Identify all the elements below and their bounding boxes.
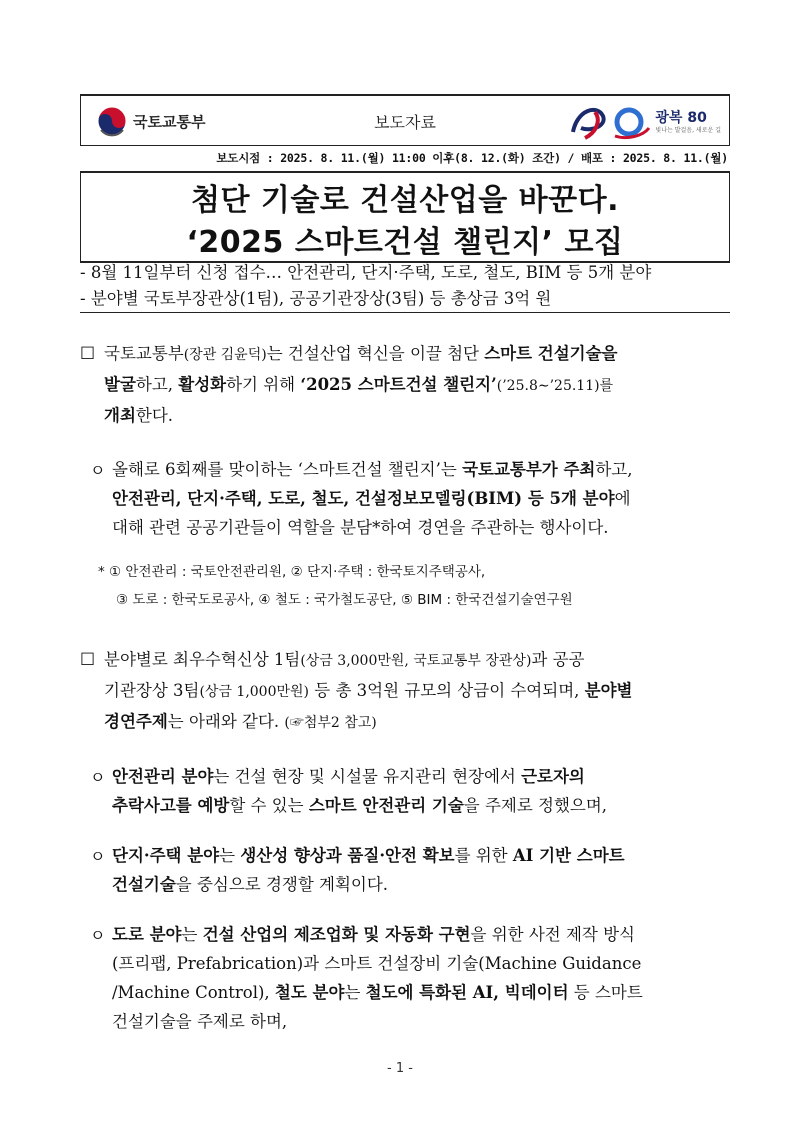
badge-text xyxy=(655,111,721,134)
text: 할 수 있는 xyxy=(229,796,309,815)
headline: 첨단 기술로 건설산업을 바꾼다. xyxy=(191,183,619,218)
emphasis: 추락사고를 예방 xyxy=(112,796,230,815)
footnote-line: ③ 도로 : 한국도로공사, ④ 철도 : 국가철도공단, ⑤ BIM : 한국건설기술연구원 xyxy=(116,592,573,608)
liberation-80-emblem-icon xyxy=(567,102,653,142)
text: (프리팹, Prefabrication)과 스마트 건설장비 기술(Machine Guidance xyxy=(112,954,642,973)
emphasis: 안전관리 분야 xyxy=(112,767,214,786)
text: 을 중심으로 경쟁할 계획이다. xyxy=(175,875,389,894)
badge-subtitle: 빛나는 발걸음, 새로운 길 xyxy=(655,126,721,134)
emphasis: 건설 산업의 제조업화 및 자동화 구현 xyxy=(202,925,471,944)
title-box xyxy=(80,171,730,263)
footnote-line: * ① 안전관리 : 국토안전관리원, ② 단지·주택 : 한국토지주택공사, xyxy=(98,564,486,580)
text: 과 공공 xyxy=(531,650,585,669)
header-box xyxy=(80,94,730,146)
badge-title: 광복 80 xyxy=(655,109,707,126)
emphasis: 국토교통부가 주최 xyxy=(462,460,596,479)
ministry-name: 국토교통부 xyxy=(133,112,206,131)
emphasis: 스마트 안전관리 기술 xyxy=(308,796,464,815)
text: 등 총 3억원 규모의 상금이 수여되며, xyxy=(309,681,585,700)
emphasis: AI 기반 스마트 xyxy=(512,846,625,865)
text: 기관장상 3팀 xyxy=(104,681,200,700)
page-number: - 1 - xyxy=(387,1061,413,1076)
emphasis: 도로 분야 xyxy=(112,925,182,944)
text: 는 xyxy=(344,983,366,1002)
text: 는 건설 현장 및 시설물 유지관리 현장에서 xyxy=(213,767,522,786)
text: 하고, xyxy=(135,375,179,394)
paragraph-intro xyxy=(104,339,728,430)
footnote xyxy=(98,558,728,614)
emphasis: 철도 분야 xyxy=(274,983,345,1002)
text: 는 건설산업 혁신을 이끌 첨단 xyxy=(266,344,485,363)
box-bullet: □ xyxy=(80,648,96,667)
text: 을 위한 사전 제작 방식 xyxy=(470,925,635,944)
text: 분야별로 최우수혁신상 1팀 xyxy=(104,650,301,669)
text: 하기 위해 xyxy=(226,375,301,394)
emphasis: 스마트 건설기술을 xyxy=(484,344,618,363)
text: 하고, xyxy=(595,460,633,479)
text: 대해 관련 공공기관들이 역할을 분담*하여 경연을 주관하는 행사이다. xyxy=(112,518,609,537)
text: /Machine Control), xyxy=(112,983,275,1002)
text: 을 주제로 정했으며, xyxy=(463,796,608,815)
reference: (☞첨부2 참고) xyxy=(284,715,377,731)
emphasis: 단지·주택 분야 xyxy=(112,846,220,865)
emphasis: 발굴 xyxy=(104,375,136,394)
text: 는 아래와 같다. xyxy=(167,712,285,731)
box-bullet: □ xyxy=(80,342,96,361)
text: 는 xyxy=(181,925,203,944)
subtitle-line: - 분야별 국토부장관상(1팀), 공공기관장상(3팀) 등 총상금 3억 원 xyxy=(80,286,730,313)
emphasis: 활성화 xyxy=(178,375,227,394)
text: (상금 3,000만원, 국토교통부 장관상) xyxy=(300,653,532,669)
emphasis: 개최 xyxy=(104,406,136,425)
emphasis: 분야별 xyxy=(584,681,633,700)
release-info xyxy=(216,150,728,166)
subtitle-block xyxy=(80,260,730,313)
circle-bullet: ㅇ xyxy=(90,847,106,866)
embargo-value: 2025. 8. 11.(월) 11:00 이후(8. 12.(화) 조간) xyxy=(280,151,561,165)
circle-bullet: ㅇ xyxy=(90,926,106,945)
emphasis: 근로자의 xyxy=(521,767,585,786)
emphasis: ‘2025 스마트건설 챌린지’ xyxy=(300,375,497,394)
document-type: 보도자료 xyxy=(374,113,436,132)
paragraph-safety xyxy=(112,762,728,820)
text: 를 위한 xyxy=(454,846,513,865)
circle-bullet: ㅇ xyxy=(90,768,106,787)
paragraph-housing xyxy=(112,841,728,899)
text: 국토교통부 xyxy=(104,344,184,363)
subtitle-line: - 8월 11일부터 신청 접수… 안전관리, 단지·주택, 도로, 철도, BIM 등 5개 분야 xyxy=(80,263,652,282)
liberation-80-logo xyxy=(567,100,721,144)
text: (장관 김윤덕) xyxy=(183,347,267,363)
distribution-date: / 배포 : 2025. 8. 11.(월) xyxy=(560,151,728,165)
emphasis: 생산성 향상과 품질·안전 확보 xyxy=(240,846,455,865)
paragraph-road-rail xyxy=(112,920,728,1036)
text: 건설기술을 주제로 하며, xyxy=(112,1012,288,1031)
paragraph-overview xyxy=(112,455,728,542)
circle-bullet: ㅇ xyxy=(90,461,106,480)
text: 등 스마트 xyxy=(568,983,643,1002)
text: (’25.8∼’25.11)를 xyxy=(496,378,614,394)
emphasis: 안전관리, 단지·주택, 도로, 철도, 건설정보모델링(BIM) 등 5개 분야 xyxy=(112,489,615,508)
emphasis: 경연주제 xyxy=(104,712,168,731)
text: 한다. xyxy=(135,406,174,425)
paragraph-prizes xyxy=(104,645,728,738)
headline-second: ‘2025 스마트건설 챌린지’ 모집 xyxy=(186,225,624,260)
emphasis: 건설기술 xyxy=(112,875,176,894)
text: 에 xyxy=(614,489,631,508)
text: 는 xyxy=(219,846,241,865)
text: (상금 1,000만원) xyxy=(199,684,310,700)
text: 올해로 6회째를 맞이하는 ‘스마트건설 챌린지’는 xyxy=(112,460,463,479)
emphasis: 철도에 특화된 AI, 빅데이터 xyxy=(365,983,569,1002)
embargo-label: 보도시점 : xyxy=(216,151,281,165)
